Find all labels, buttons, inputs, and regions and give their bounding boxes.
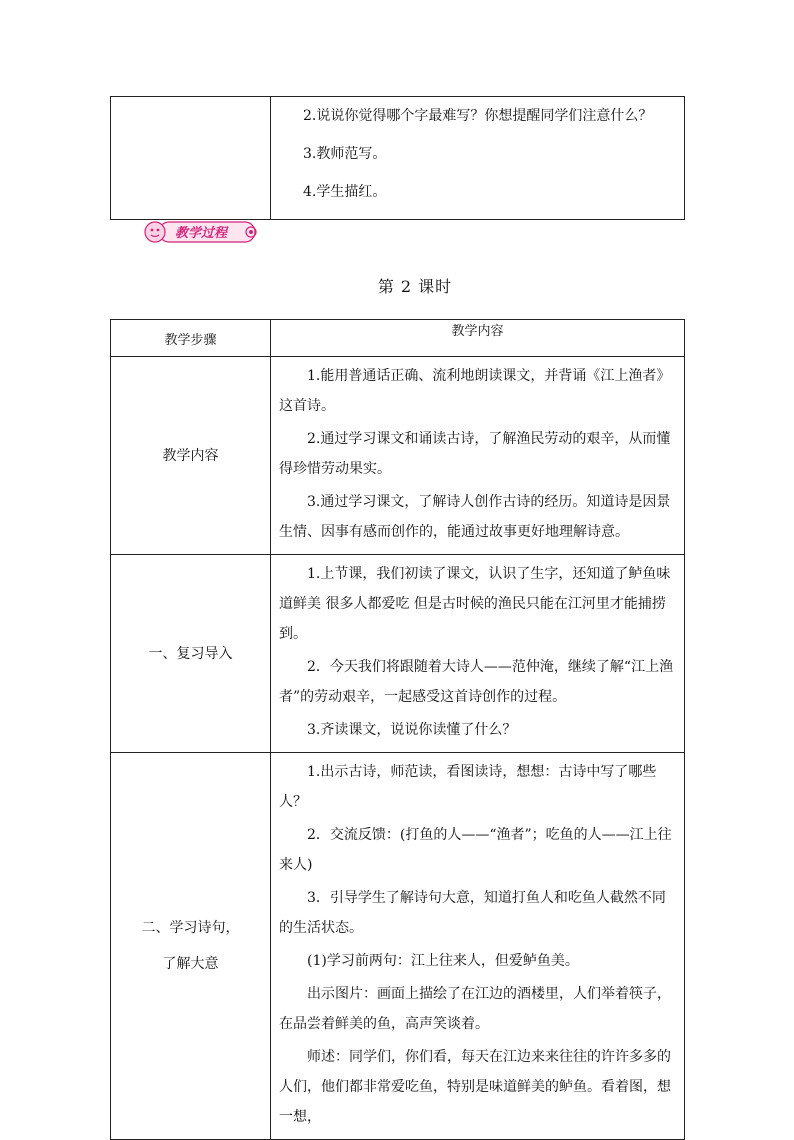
step-cell [111,555,271,753]
content-line: 3.教师范写。 [303,146,387,162]
content-line: 4.学生描红。 [303,184,387,200]
content-paragraph: 2．交流反馈：(打鱼的人——“渔者”；吃鱼的人——江上往来人) [279,827,672,873]
content-cell [271,555,685,753]
content-paragraph: 3.通过学习课文，了解诗人创作古诗的经历。知道诗是因景生情、因事有感而创作的，能通过故事更好地理解诗意。 [279,494,671,540]
badge-text: 教学过程 [174,226,228,241]
content-line: 2.说说你觉得哪个字最难写？你想提醒同学们注意什么？ [303,108,653,124]
continued-table [110,96,685,220]
step-cell [111,357,271,555]
continued-step-cell [111,97,271,220]
table-row [111,753,685,1140]
table-header-row [111,320,685,357]
lesson-table [110,319,685,1140]
content-cell [271,753,685,1140]
continued-content-cell [271,97,685,220]
table-row [111,357,685,555]
content-paragraph: 3．引导学生了解诗句大意，知道打鱼人和吃鱼人截然不同的生活状态。 [279,890,666,936]
content-paragraph: 1.上节课，我们初读了课文，认识了生字，还知道了鲈鱼味道鲜美 很多人都爱吃 但是古时候的渔民只能在江河里才能捕捞到。 [279,566,671,642]
content-paragraph: 1.出示古诗，师范读，看图读诗，想想：古诗中写了哪些人？ [279,764,657,810]
content-paragraph: 出示图片：画面上描绘了在江边的酒楼里，人们举着筷子，在品尝着鲜美的鱼，高声笑谈着。 [279,986,671,1032]
content-paragraph: 2.通过学习课文和诵读古诗，了解渔民劳动的艰辛，从而懂得珍惜劳动果实。 [279,431,671,477]
teaching-process-banner-icon [143,220,261,244]
content-paragraph: 1.能用普通话正确、流利地朗读课文，并背诵《江上渔者》这首诗。 [279,368,671,414]
header-content: 教学内容 [271,320,685,357]
content-paragraph: 2．今天我们将跟随着大诗人——范仲淹，继续了解“江上渔者”的劳动艰辛，一起感受这首诗创作的过程。 [279,659,674,705]
content-paragraph: 师述：同学们，你们看，每天在江边来来往往的许许多多的人们，他们都非常爱吃鱼，特别是味道鲜美的鲈鱼。看着图，想一想， [279,1049,671,1125]
step-label: 二、学习诗句， [141,920,240,936]
step-label: 教学内容 [162,447,219,464]
content-cell [271,357,685,555]
step-label: 一、复习导入 [148,645,233,662]
header-step: 教学步骤 [111,320,271,357]
step-label: 了解大意 [162,956,219,972]
lesson-title: 第 2 课时 [377,277,453,296]
step-cell [111,753,271,1140]
content-paragraph: 3.齐读课文，说说你读懂了什么？ [307,722,517,738]
content-paragraph: (1)学习前两句：江上往来人，但爱鲈鱼美。 [307,953,579,969]
section-badge [143,220,261,244]
table-row [111,555,685,753]
